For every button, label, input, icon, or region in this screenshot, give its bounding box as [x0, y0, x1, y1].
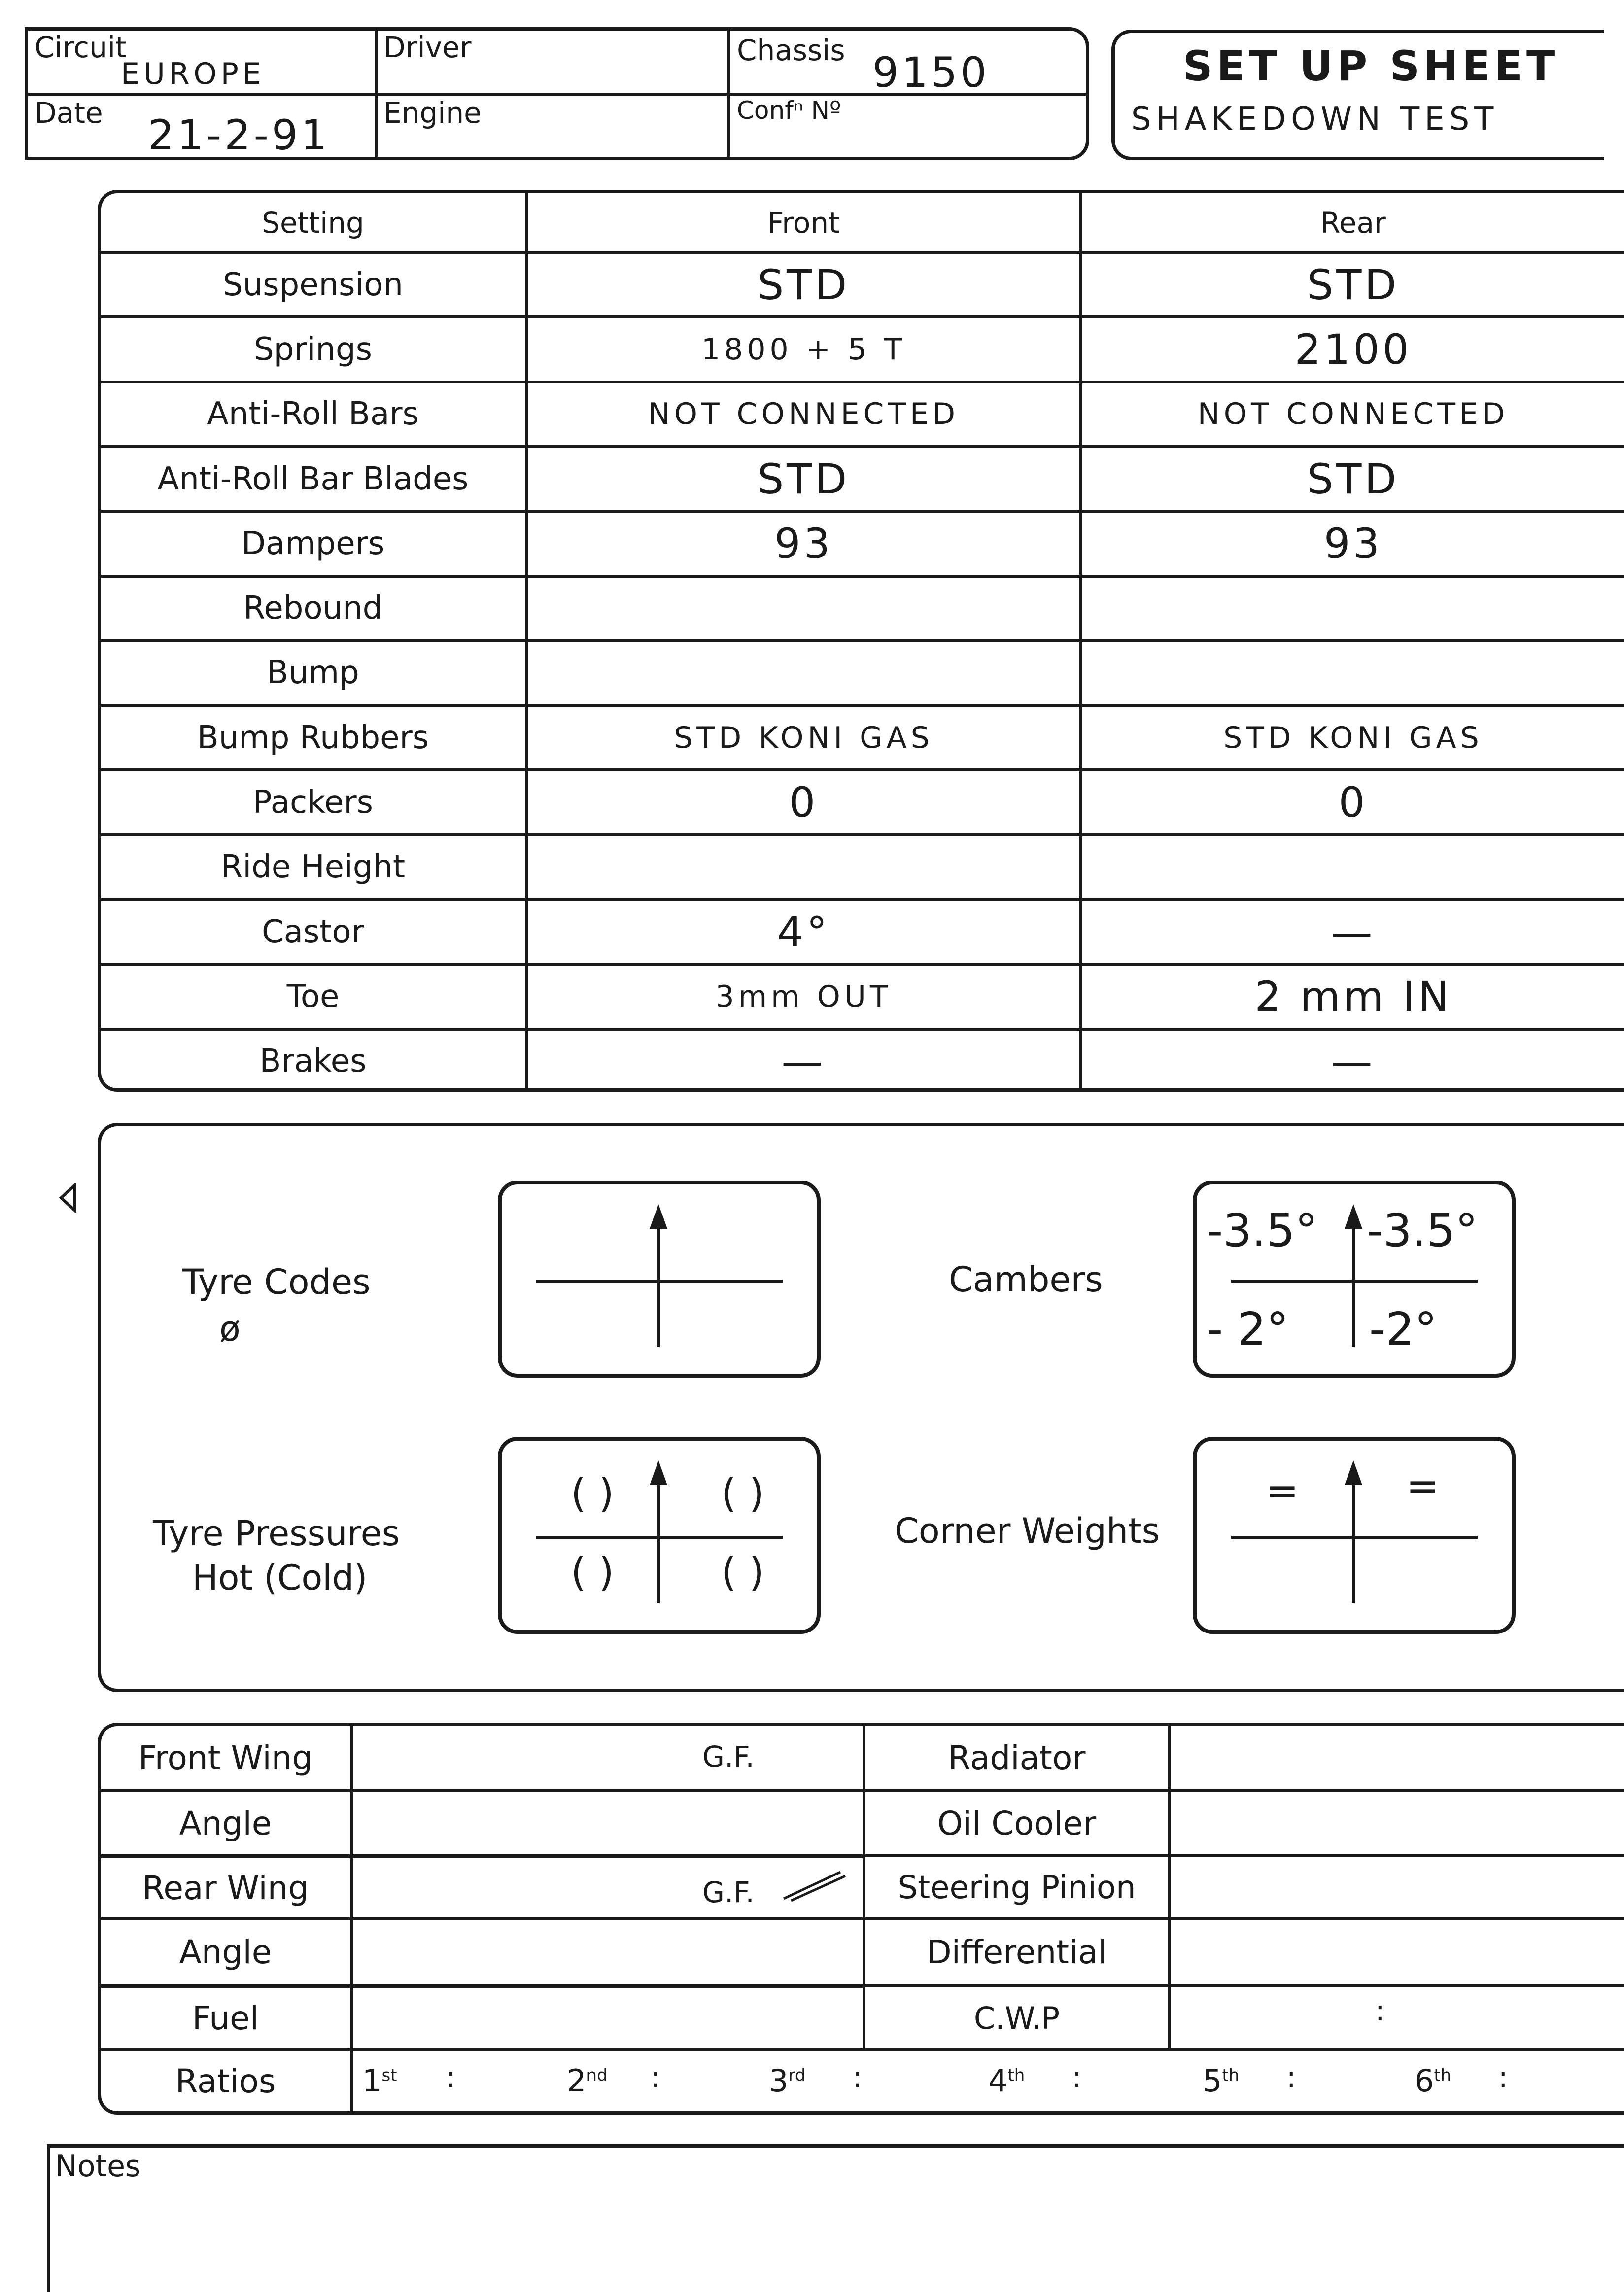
gear-number: 1 — [362, 2063, 382, 2099]
setting-front-value[interactable]: STD — [757, 454, 850, 503]
settings-header-front: Front — [767, 206, 840, 240]
gear-ratio-value[interactable]: : — [853, 2060, 863, 2094]
camber-front-right[interactable]: -3.5° — [1367, 1204, 1478, 1257]
gear-suffix: th — [1434, 2065, 1451, 2085]
date-label: Date — [35, 96, 103, 130]
setting-rear-value[interactable]: STD — [1307, 260, 1400, 309]
aero-row-line-2 — [101, 1854, 863, 1858]
gear-number: 5 — [1203, 2063, 1222, 2099]
gear-suffix: th — [1222, 2065, 1240, 2085]
circuit-label: Circuit — [35, 31, 127, 64]
gear-suffix: th — [1007, 2065, 1025, 2085]
oil-cooler-label: Oil Cooler — [937, 1804, 1097, 1842]
gear-number: 3 — [769, 2063, 789, 2099]
conf-label: Confⁿ Nº — [737, 96, 841, 125]
chassis-value[interactable]: 9150 — [872, 48, 990, 97]
gear-suffix: nd — [586, 2065, 608, 2085]
setting-rear-value[interactable] — [1082, 642, 1624, 704]
aero-row-line-4b — [863, 1984, 1624, 1987]
setting-name: Packers — [253, 784, 373, 821]
gear-ratio-label — [988, 2063, 1025, 2099]
notes-box[interactable] — [47, 2144, 1624, 2292]
setting-rear-value[interactable]: 2 mm IN — [1254, 972, 1452, 1021]
setting-front-value[interactable]: 0 — [789, 778, 819, 827]
cambers-label: Cambers — [949, 1259, 1103, 1300]
corner-weight-front-left[interactable]: = — [1266, 1468, 1299, 1514]
setting-name: Bump Rubbers — [197, 719, 429, 756]
forward-arrow-icon — [1345, 1204, 1362, 1229]
setting-front-value[interactable]: 93 — [774, 519, 833, 568]
camber-front-left[interactable]: -3.5° — [1207, 1204, 1318, 1257]
gear-suffix: rd — [788, 2065, 806, 2085]
rear-wing-label: Rear Wing — [142, 1869, 309, 1907]
rear-wing-gf: G.F. — [702, 1875, 755, 1909]
camber-rear-left[interactable]: - 2° — [1207, 1303, 1289, 1355]
gear-ratio-label — [567, 2063, 608, 2099]
setting-front-value[interactable]: NOT CONNECTED — [648, 397, 960, 432]
setting-rear-value[interactable]: 2100 — [1294, 325, 1412, 374]
setting-name: Toe — [286, 978, 340, 1015]
tyre-codes-symbol: ø — [219, 1309, 241, 1349]
corner-weights-diagram[interactable] — [1193, 1437, 1516, 1634]
setting-name: Bump — [267, 655, 359, 692]
sheet-subtitle: SHAKEDOWN TEST — [1131, 101, 1499, 138]
tyre-codes-label: Tyre Codes — [182, 1262, 371, 1302]
forward-arrow-icon — [650, 1460, 667, 1485]
header-col-divider-2 — [727, 27, 730, 160]
gear-number: 4 — [988, 2063, 1008, 2099]
setting-front-value[interactable]: STD KONI GAS — [674, 720, 933, 755]
driver-label: Driver — [383, 31, 472, 64]
aero-row-line-4 — [101, 1984, 863, 1988]
setting-name: Dampers — [241, 525, 385, 562]
radiator-label: Radiator — [948, 1738, 1086, 1777]
sheet-title: SET UP SHEET — [1183, 42, 1559, 90]
gear-suffix: st — [381, 2065, 397, 2085]
gear-ratio-label — [1415, 2063, 1451, 2099]
tyre-pressures-diagram[interactable] — [498, 1437, 821, 1634]
engine-label: Engine — [383, 96, 482, 130]
front-wing-label: Front Wing — [138, 1738, 313, 1777]
circuit-value[interactable]: EUROPE — [121, 57, 265, 91]
tyre-pressures-label: Tyre Pressures — [153, 1513, 400, 1554]
chassis-label: Chassis — [737, 34, 845, 67]
cambers-diagram[interactable] — [1193, 1181, 1516, 1378]
gear-number: 2 — [567, 2063, 587, 2099]
angle-label-1: Angle — [179, 1804, 272, 1842]
settings-header-rear: Rear — [1320, 206, 1386, 240]
tyre-pressures-sub: Hot (Cold) — [192, 1558, 368, 1598]
setting-name: Suspension — [223, 266, 403, 303]
setting-name: Rebound — [243, 590, 383, 627]
setting-rear-value[interactable]: STD KONI GAS — [1223, 720, 1483, 755]
notes-label: Notes — [55, 2149, 141, 2184]
setting-rear-value[interactable]: STD — [1307, 454, 1400, 503]
front-wing-gf: G.F. — [702, 1740, 755, 1773]
setting-name: Anti-Roll Bar Blades — [157, 460, 469, 497]
corner-weight-front-right[interactable]: = — [1406, 1463, 1440, 1509]
gear-ratio-value[interactable]: : — [1286, 2060, 1296, 2094]
gear-ratio-label — [362, 2063, 397, 2099]
cwp-label: C.W.P — [973, 2000, 1060, 2036]
setting-name: Springs — [254, 331, 372, 368]
setting-name: Ride Height — [220, 849, 406, 886]
gear-ratio-value[interactable]: : — [1498, 2060, 1508, 2094]
gear-ratio-label — [1203, 2063, 1239, 2099]
setting-rear-value[interactable]: 0 — [1338, 778, 1368, 827]
date-value[interactable]: 21-2-91 — [148, 111, 330, 159]
setting-name: Castor — [262, 913, 364, 950]
steering-pinion-label: Steering Pinion — [898, 1870, 1136, 1906]
gear-ratio-value[interactable]: : — [1072, 2060, 1082, 2094]
gear-ratio-value[interactable]: : — [651, 2060, 660, 2094]
corner-weights-label: Corner Weights — [895, 1511, 1160, 1551]
setting-front-value[interactable]: 1800 + 5 T — [701, 332, 906, 367]
setting-rear-value[interactable] — [1082, 836, 1624, 898]
gear-ratio-value[interactable]: : — [446, 2060, 456, 2094]
forward-arrow-icon — [1345, 1460, 1362, 1485]
setting-front-value[interactable]: 3mm OUT — [715, 979, 892, 1014]
differential-label: Differential — [926, 1933, 1107, 1971]
setting-front-value[interactable] — [528, 578, 1079, 639]
side-marker-icon — [58, 1183, 78, 1213]
setting-front-value[interactable]: 4° — [777, 907, 830, 956]
cwp-colon: : — [1375, 1994, 1385, 2027]
setting-name: Anti-Roll Bars — [207, 396, 419, 433]
setting-rear-value[interactable]: — — [1331, 1037, 1376, 1086]
forward-arrow-icon — [650, 1204, 667, 1229]
camber-rear-right[interactable]: -2° — [1369, 1303, 1437, 1355]
setting-front-value[interactable]: STD — [757, 260, 850, 309]
ratios-label: Ratios — [175, 2062, 276, 2100]
setting-name: Brakes — [259, 1043, 367, 1080]
setting-rear-value[interactable]: 93 — [1324, 519, 1382, 568]
setting-rear-value[interactable] — [1082, 578, 1624, 639]
settings-header-setting: Setting — [262, 206, 364, 240]
gurney-flap-icon — [779, 1868, 848, 1903]
setting-front-value[interactable] — [528, 836, 1079, 898]
gear-ratio-label — [769, 2063, 805, 2099]
tyre-codes-diagram[interactable] — [498, 1181, 821, 1378]
angle-label-2: Angle — [179, 1933, 272, 1971]
pressure-rear-right[interactable]: ( ) — [721, 1549, 764, 1595]
setting-front-value[interactable]: — — [781, 1037, 826, 1086]
setting-rear-value[interactable]: — — [1331, 907, 1376, 956]
setting-rear-value[interactable]: NOT CONNECTED — [1197, 397, 1509, 432]
gear-number: 6 — [1415, 2063, 1434, 2099]
pressure-front-left[interactable]: ( ) — [571, 1470, 614, 1516]
aero-row-line-2b — [863, 1854, 1624, 1857]
fuel-label: Fuel — [192, 1999, 259, 2037]
pressure-rear-left[interactable]: ( ) — [571, 1549, 614, 1595]
header-col-divider-1 — [375, 27, 378, 160]
aero-col-divider-3 — [1168, 1723, 1171, 2050]
setting-front-value[interactable] — [528, 642, 1079, 704]
pressure-front-right[interactable]: ( ) — [721, 1470, 764, 1516]
